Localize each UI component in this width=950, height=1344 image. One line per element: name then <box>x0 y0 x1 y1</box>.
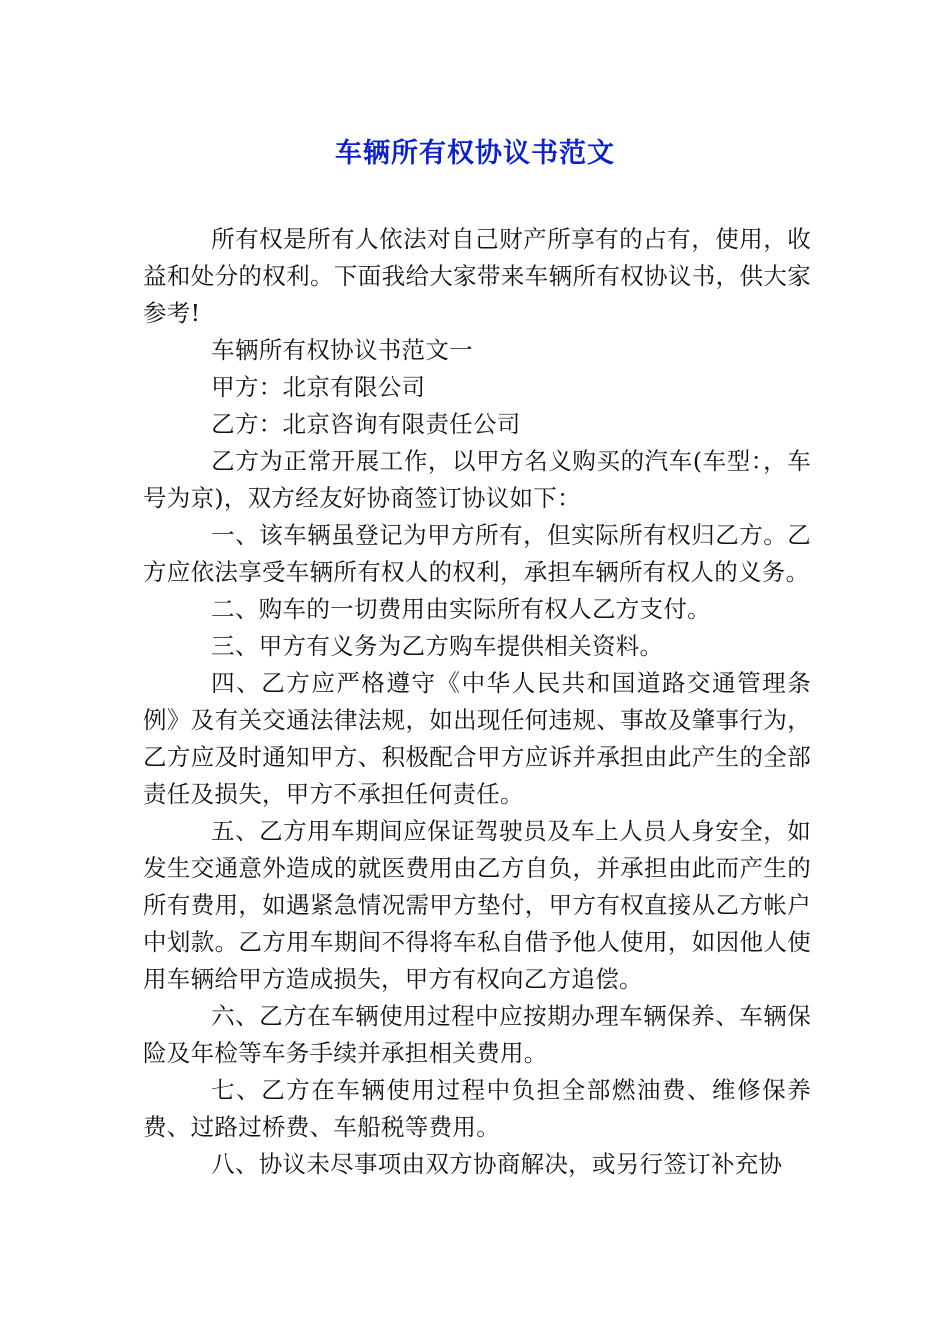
paragraph-clause-8: 八、协议未尽事项由双方协商解决，或另行签订补充协 <box>211 1150 783 1178</box>
paragraph-clause-4: 四、乙方应严格遵守《中华人民共和国道路交通管理条例》及有关交通法律法规，如出现任何违规、事故及肇事行为，乙方应及时通知甲方、积极配合甲方应诉并承担由此产生的全部责任及损失，甲方不承担任何责任。 <box>143 669 811 808</box>
paragraph-clause-5: 五、乙方用车期间应保证驾驶员及车上人员人身安全，如发生交通意外造成的就医费用由乙方自负，并承担由此而产生的所有费用，如遇紧急情况需甲方垫付，甲方有权直接从乙方帐户中划款。乙方用车期间不得将车私自借予他人使用，如因他人使用车辆给甲方造成损失，甲方有权向乙方追偿。 <box>143 817 811 993</box>
paragraph-clause-3: 三、甲方有义务为乙方购车提供相关资料。 <box>211 632 664 660</box>
paragraph-clause-1: 一、该车辆虽登记为甲方所有，但实际所有权归乙方。乙方应依法享受车辆所有权人的权利，承担车辆所有权人的义务。 <box>143 521 811 586</box>
paragraph-clause-6: 六、乙方在车辆使用过程中应按期办理车辆保养、车辆保险及年检等车务手续并承担相关费用。 <box>143 1002 811 1067</box>
paragraph-party-a: 甲方：北京有限公司 <box>211 373 426 401</box>
paragraph-section-heading: 车辆所有权协议书范文一 <box>211 336 473 364</box>
paragraph-party-b: 乙方：北京咨询有限责任公司 <box>211 410 521 438</box>
document-body <box>143 221 811 1183</box>
document-title: 车辆所有权协议书范文 <box>335 138 615 169</box>
paragraph-intro: 所有权是所有人依法对自己财产所享有的占有，使用，收益和处分的权利。下面我给大家带来车辆所有权协议书，供大家参考! <box>143 225 811 327</box>
paragraph-clause-2: 二、购车的一切费用由实际所有权人乙方支付。 <box>211 595 711 623</box>
paragraph-clause-7: 七、乙方在车辆使用过程中负担全部燃油费、维修保养费、过路过桥费、车船税等费用。 <box>143 1076 811 1141</box>
paragraph-preamble: 乙方为正常开展工作，以甲方名义购买的汽车(车型：，车号为京)，双方经友好协商签订协议如下： <box>143 447 811 512</box>
